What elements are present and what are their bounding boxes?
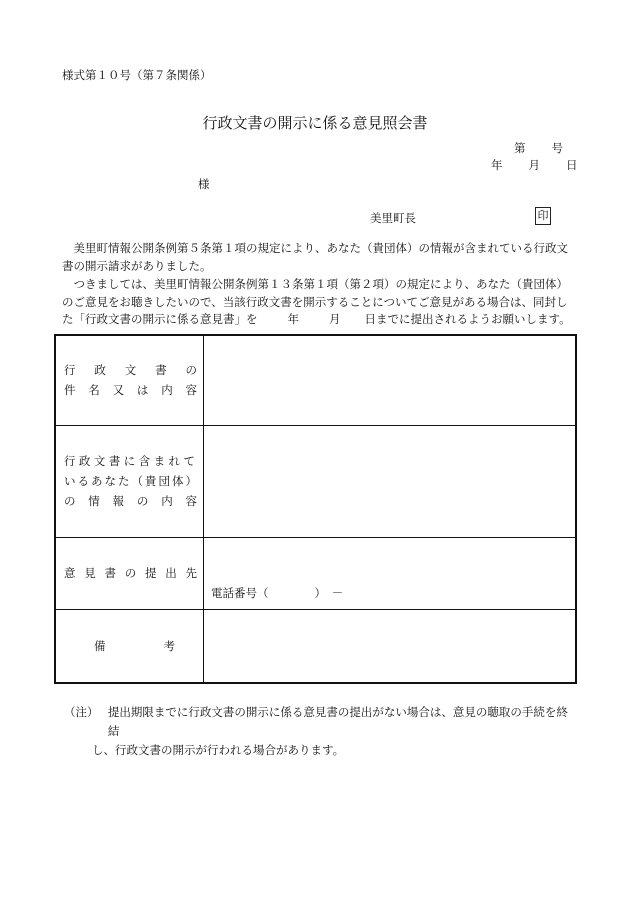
field-submission-destination[interactable] [204,537,577,609]
note-mark: （注） [64,705,99,719]
addressee-suffix: 様 [198,177,210,191]
label-line: 行政文書に含まれて [64,454,197,468]
table-row [55,609,576,683]
label-char: の [64,494,76,508]
label-char: 文 [124,363,137,378]
deadline-year: 年 [287,312,299,326]
label-char: 又 [112,383,125,398]
label-char: 容 [185,494,197,508]
label-char: 情 [88,494,100,508]
issue-date [491,160,578,172]
field-remarks[interactable] [204,609,577,683]
opinion-table [54,334,577,684]
body-paragraph-2 [62,276,577,329]
field-document-name[interactable] [204,335,577,425]
label-char: 出 [165,566,177,580]
date-month: 月 [528,158,540,172]
label-char: 件 [64,383,76,398]
label-char: 意 [64,566,76,580]
label-char: 提 [145,566,157,580]
label-included-info [55,425,204,537]
label-char: 書 [155,363,167,378]
date-day: 日 [566,158,578,172]
label-remarks [55,609,204,683]
table-row [55,335,576,425]
label-char: 内 [161,383,173,398]
form-number: 様式第１０号（第７条関係） [62,68,212,82]
body-text [62,240,577,329]
document-number [514,143,563,155]
body-paragraph-2-text: つきましては、美里町情報公開条例第１３条第１項（第２項）の規定により、あなた（貴団体）のご意見をお聴きしたいので、当該行政文書を開示することについてご意見がある場合は、同封した「行政文書の開示に係る意見書」を [62,277,568,326]
doc-no-prefix: 第 [514,141,526,155]
label-char: 書 [104,566,116,580]
body-paragraph-2-end: 日までに提出されるようお願いします。 [364,312,571,326]
label-line [64,563,197,583]
table-row [55,425,576,537]
label-char: の [124,566,137,580]
label-char: 報 [112,494,125,508]
label-line [64,636,197,656]
label-char: の [136,494,149,508]
label-char: 備 [94,638,106,653]
label-line [64,360,197,380]
label-char: 名 [88,383,100,398]
deadline-month: 月 [329,312,341,326]
field-included-info[interactable] [204,425,577,537]
label-document-name [55,335,204,425]
label-char: の [185,363,197,378]
label-char: は [136,383,149,398]
label-line [64,491,197,511]
doc-no-suffix: 号 [551,141,563,155]
label-char: 考 [163,638,175,653]
sender-name: 美里町長 [370,211,416,225]
body-paragraph-1: 美里町情報公開条例第５条第１項の規定により、あなた（貴団体）の情報が含まれている行政文書の開示請求がありました。 [62,241,568,273]
document-title: 行政文書の開示に係る意見照会書 [202,114,428,132]
label-line: いるあなた（貴団体） [64,474,199,488]
footnote [64,703,578,760]
label-line [64,380,197,400]
label-char: 先 [185,566,197,580]
date-year: 年 [491,158,503,172]
note-line-1: 提出期限までに行政文書の開示に係る意見書の提出がない場合は、意見の聴取の手続を終結 [107,705,568,738]
table-row [55,537,576,609]
label-char: 見 [84,566,96,580]
label-char: 内 [161,494,173,508]
seal-box: 印 [535,207,551,225]
label-char: 行 [64,363,76,378]
label-submission-destination [55,537,204,609]
note-line-2: し、行政文書の開示が行われる場合があります。 [92,743,345,757]
label-char: 容 [185,383,197,398]
label-char: 政 [94,363,106,378]
telephone-number: 電話番号（ ） － [211,585,344,600]
